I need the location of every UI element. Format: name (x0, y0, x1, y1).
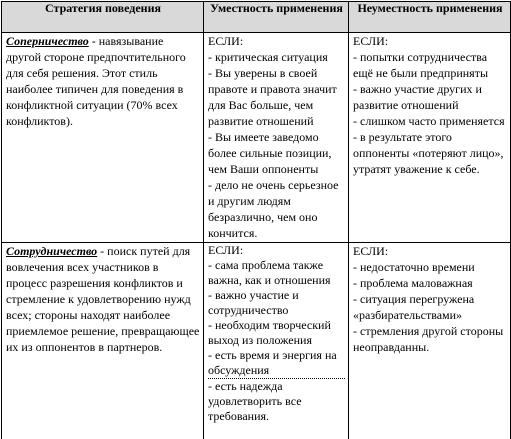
list-item: - важно участие и сотрудничество (208, 288, 299, 317)
appropriate-cell (204, 243, 349, 439)
list-item: - Вы имеете заведомо более сильные позиции, чем Ваши оппоненты (208, 130, 332, 176)
condition-label: ЕСЛИ: (208, 243, 244, 257)
list-item: - попытки сотрудничества ещё не были предприняты (353, 50, 489, 80)
list-item: - ситуация перегружена «разбирательствами» (353, 292, 475, 322)
condition-label: ЕСЛИ: (353, 34, 389, 48)
list-item: - слишком часто применяется (353, 114, 505, 128)
list-item: - есть время и энергия на обсуждения (208, 348, 345, 379)
list-item: - важно участие других и развитие отношений (353, 82, 482, 112)
inappropriate-cell (349, 33, 511, 243)
inappropriate-cell (349, 243, 511, 439)
list-item: - есть надежда удовлетворить все требования. (208, 379, 302, 423)
header-strategy-text: Стратегия поведения (45, 2, 161, 15)
header-appropriate (204, 2, 349, 33)
table-header-row (2, 2, 511, 33)
behavior-strategy-table (1, 1, 511, 439)
list-item: - в результате этого оппоненты «потеряют лицо», утратят уважение к себе. (353, 130, 504, 176)
header-strategy (2, 2, 204, 33)
header-appropriate-text: Уместность применения (210, 2, 343, 15)
strategy-cell (2, 33, 204, 243)
list-item: - критическая ситуация (208, 50, 328, 64)
list-item: - проблема маловажная (353, 276, 473, 290)
list-item: - недостаточно времени (353, 260, 475, 274)
list-item: - необходим творческий выход из положения (208, 318, 331, 347)
strategy-description: - поиск путей для вовлечения всех участников в процесс разрешения конфликтов и стремление к удовлетворению нужд всех; стороны находят наиболее приемлемое решение, превращающее их из оппонентов в партнеров. (6, 244, 200, 354)
strategy-cell (2, 243, 204, 439)
list-item: - стремления другой стороны неоправданны. (353, 324, 504, 354)
table-row (2, 33, 511, 243)
strategy-description: - навязывание другой стороне предпочтительного для себя решения. Этот стиль наиболее типичен для поведения в конфликтной ситуации (70% всех конфликтов). (6, 34, 186, 128)
condition-label: ЕСЛИ: (208, 34, 244, 48)
table-row (2, 243, 511, 439)
list-item: - сама проблема также важна, как и отношения (208, 258, 331, 287)
strategy-term: Сотрудничество (6, 244, 98, 258)
list-item: - дело не очень серьезное и другим людям безразлично, чем оно кончится. (208, 178, 339, 240)
appropriate-cell (204, 33, 349, 243)
condition-label: ЕСЛИ: (353, 244, 389, 258)
list-item: - Вы уверены в своей правоте и правота значит для Вас больше, чем развитие отношений (208, 66, 337, 128)
header-inappropriate-text: Неуместность применения (357, 2, 503, 15)
strategy-term: Соперничество (6, 34, 89, 48)
header-inappropriate (349, 2, 511, 33)
